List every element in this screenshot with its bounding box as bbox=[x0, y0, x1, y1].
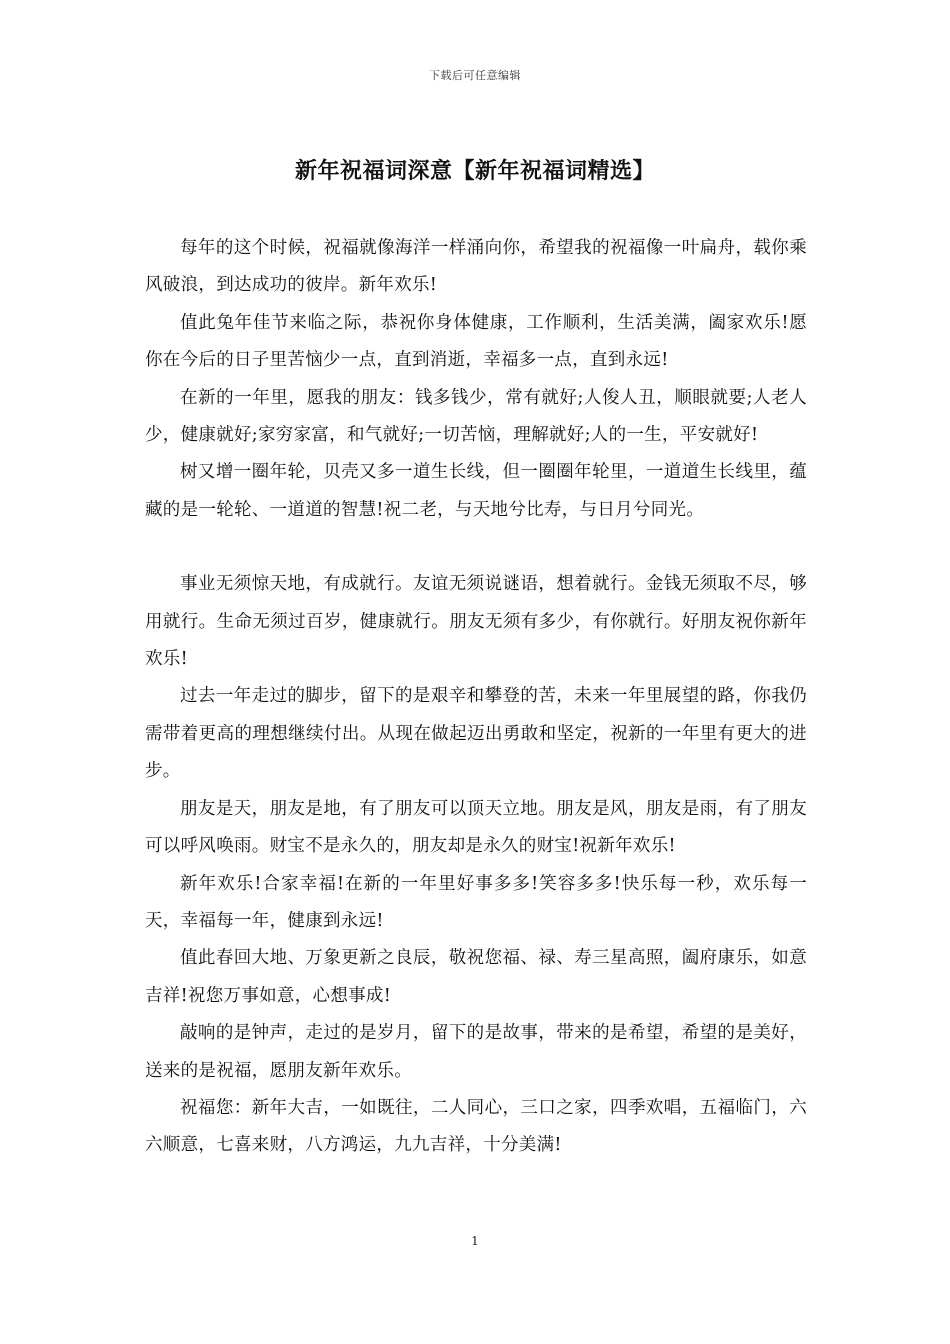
paragraph: 朋友是天，朋友是地，有了朋友可以顶天立地。朋友是风，朋友是雨，有了朋友可以呼风唤雨。财宝不是永久的，朋友却是永久的财宝!祝新年欢乐! bbox=[145, 798, 807, 857]
paragraph: 每年的这个时候，祝福就像海洋一样涌向你，希望我的祝福像一叶扁舟，载你乘风破浪，到达成功的彼岸。新年欢乐! bbox=[145, 238, 807, 296]
paragraph: 祝福您：新年大吉，一如既往，二人同心，三口之家，四季欢唱，五福临门，六六顺意，七喜来财，八方鸿运，九九吉祥，十分美满! bbox=[145, 1097, 807, 1156]
header-note: 下载后可任意编辑 bbox=[429, 69, 521, 82]
paragraph: 事业无须惊天地，有成就行。友谊无须说谜语，想着就行。金钱无须取不尽，够用就行。生命无须过百岁，健康就行。朋友无须有多少，有你就行。好朋友祝你新年欢乐! bbox=[145, 574, 807, 670]
paragraph: 新年欢乐!合家幸福!在新的一年里好事多多!笑容多多!快乐每一秒，欢乐每一天，幸福每一年，健康到永远! bbox=[145, 873, 807, 931]
document-body bbox=[145, 230, 807, 1165]
paragraph: 树又增一圈年轮，贝壳又多一道生长线，但一圈圈年轮里，一道道生长线里，蕴藏的是一轮轮、一道道的智慧!祝二老，与天地兮比寿，与日月兮同光。 bbox=[145, 462, 807, 520]
document-title: 新年祝福词深意【新年祝福词精选】 bbox=[294, 158, 655, 184]
paragraph: 在新的一年里，愿我的朋友：钱多钱少，常有就好;人俊人丑，顺眼就要;人老人少，健康就好;家穷家富，和气就好;一切苦恼，理解就好;人的一生，平安就好! bbox=[145, 387, 807, 446]
paragraph: 过去一年走过的脚步，留下的是艰辛和攀登的苦，未来一年里展望的路，你我仍需带着更高的理想继续付出。从现在做起迈出勇敢和坚定，祝新的一年里有更大的进步。 bbox=[145, 686, 807, 782]
paragraph: 值此春回大地、万象更新之良辰，敬祝您福、禄、寿三星高照，阖府康乐，如意吉祥!祝您万事如意，心想事成! bbox=[145, 948, 807, 1006]
page-number: 1 bbox=[471, 1234, 479, 1248]
paragraph: 值此兔年佳节来临之际，恭祝你身体健康，工作顺利，生活美满，阖家欢乐!愿你在今后的日子里苦恼少一点，直到消逝，幸福多一点，直到永远! bbox=[145, 312, 807, 371]
paragraph: 敲响的是钟声，走过的是岁月，留下的是故事，带来的是希望，希望的是美好，送来的是祝福，愿朋友新年欢乐。 bbox=[145, 1023, 807, 1081]
